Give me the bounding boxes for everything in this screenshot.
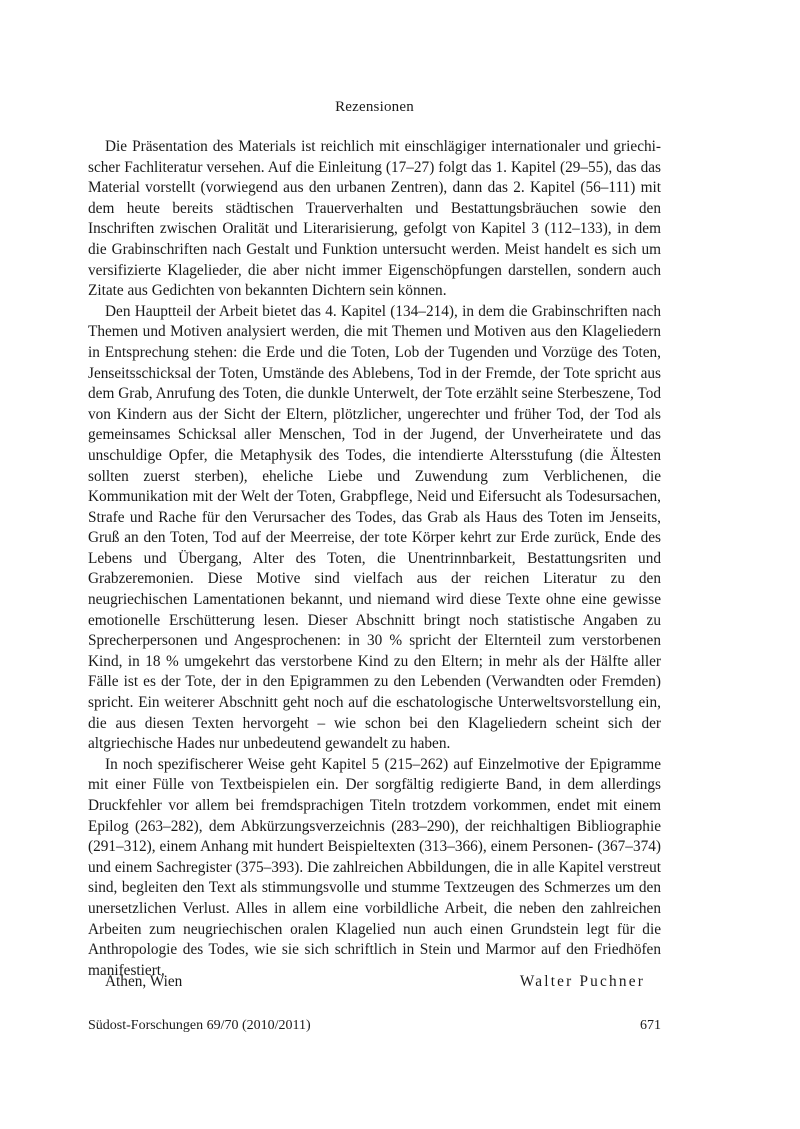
paragraph-1: Die Präsentation des Materials ist reichlich mit einschlägiger internationaler und griechischer Fachliteratur versehen. Auf die Einleitung (17–27) folgt das 1. Kapitel (29–55), das das Material vorstellt (vorwiegend aus den urbanen Zentren), dann das 2. Kapitel (56–111) mit dem heute bereits städtischen Trauerverhalten und Bestattungsbräuchen sowie den Inschriften zwischen Oralität und Literarisierung, gefolgt von Kapitel 3 (112–133), in dem die Grabinschriften nach Gestalt und Funktion untersucht werden. Meist handelt es sich um versifizierte Klagelieder, die aber nicht immer Eigenschöpfungen darstellen, sondern auch Zitate aus Gedichten von bekannten Dichtern sein können.: [88, 138, 661, 300]
author-name: Walter Puchner: [519, 973, 645, 990]
running-header: Rezensionen: [335, 99, 414, 115]
paragraph-2: Den Hauptteil der Arbeit bietet das 4. Kapitel (134–214), in dem die Grabinschriften nach Themen und Motiven analysiert werden, die mit Themen und Motiven aus den Klageliedern in Entsprechung stehen: die Erde und die Toten, Lob der Tugenden und Vorzüge des Toten, Jenseitsschicksal der Toten, Umstände des Ablebens, Tod in der Fremde, der Tote spricht aus dem Grab, Anrufung des Toten, die dunkle Unterwelt, der Tote erzählt seine Sterbeszene, Tod von Kindern aus der Sicht der Eltern, plötzlicher, ungerechter und früher Tod, der Tod als gemeinsames Schicksal aller Menschen, Tod in der Jugend, der Unverheiratete und das unschuldige Opfer, die Metaphysik des Todes, die intendierte Altersstufung (die Ältesten sollten zuerst sterben), eheliche Liebe und Zuwendung zum Verblichenen, die Kommunikation mit der Welt der Toten, Grabpflege, Neid und Eifersucht als Todesursachen, Strafe und Rache für den Verursacher des Todes, das Grab als Haus des Toten im Jenseits, Gruß an den Toten, Tod auf der Meerreise, der tote Körper kehrt zur Erde zurück, Ende des Lebens und Übergang, Alter des Toten, die Unentrinnbarkeit, Bestattungsriten und Grabzeremonien. Diese Motive sind vielfach aus der reichen Literatur zu den neugriechischen Lamentationen bekannt, und niemand wird diese Texte ohne eine gewisse emotionelle Erschütterung lesen. Dieser Abschnitt bringt noch statistische Angaben zu Sprecherpersonen und Angesprochenen: in 30 % spricht der Elternteil zum verstorbenen Kind, in 18 % umgekehrt das verstorbene Kind zu den Eltern; in mehr als der Hälfte aller Fälle ist es der Tote, der in den Epigrammen zu den Lebenden (Verwandten oder Fremden) spricht. Ein weiterer Abschnitt geht noch auf die eschatologische Unterweltsvorstellung ein, die aus diesen Texten hervorgeht – wie schon bei den Klageliedern scheint sich der altgriechische Hades nur unbedeutend gewandelt zu haben.: [88, 302, 661, 753]
page-number: 671: [640, 1018, 661, 1033]
place-line: Athen, Wien: [105, 973, 183, 990]
body-text: [88, 137, 661, 981]
journal-citation: Südost-Forschungen 69/70 (2010/2011): [88, 1018, 311, 1033]
paragraph-3: In noch spezifischerer Weise geht Kapitel 5 (215–262) auf Einzelmotive der Epigramme mit einer Fülle von Textbeispielen ein. Der sorgfältig redigierte Band, in dem allerdings Druckfehler vor allem bei fremdsprachigen Titeln trotzdem vorkommen, endet mit einem Epilog (263–282), dem Abkürzungsverzeichnis (283–290), der reichhaltigen Bibliographie (291–312), einem Anhang mit hundert Beispieltexten (313–366), einem Personen- (367–374) und einem Sachregister (375–393). Die zahlreichen Abbildungen, die in alle Kapitel verstreut sind, begleiten den Text als stimmungsvolle und stumme Textzeugen des Schmerzes um den unersetzlichen Verlust. Alles in allem eine vorbildliche Arbeit, die neben den zahlreichen Arbeiten zum neugriechischen oralen Klagelied nun auch einen Grundstein legt für die Anthropologie des Todes, wie sie sich schriftlich in Stein und Marmor auf den Friedhöfen manifestiert.: [88, 755, 661, 979]
